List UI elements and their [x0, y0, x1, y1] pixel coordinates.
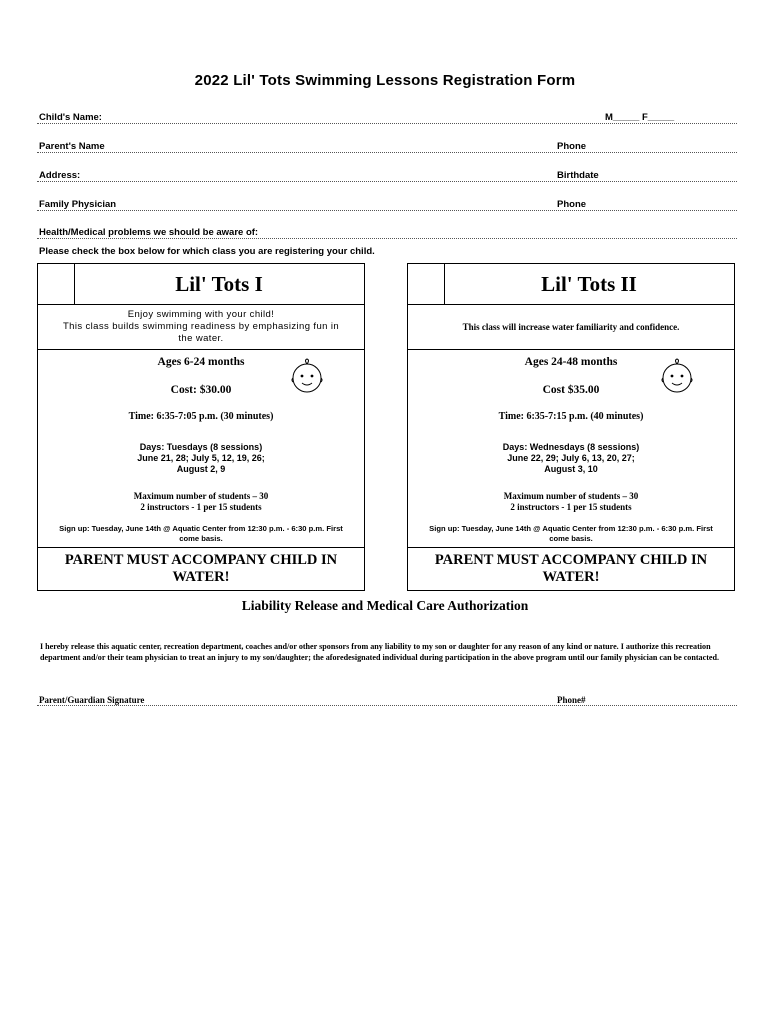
- description-line: Enjoy swimming with your child!: [127, 309, 275, 320]
- parent-notice-line: PARENT MUST ACCOMPANY CHILD IN: [64, 552, 338, 568]
- class-cost: Cost $35.00: [542, 384, 600, 396]
- days-line: August 2, 9: [176, 464, 226, 474]
- capacity-line: 2 instructors - 1 per 15 students: [510, 502, 632, 512]
- phone-label: Phone: [557, 141, 587, 152]
- description-line: the water.: [178, 333, 224, 344]
- class-capacity: [38, 491, 364, 513]
- signature-field[interactable]: [37, 693, 737, 706]
- signup-line: come basis.: [549, 534, 593, 543]
- class-days: [408, 442, 734, 475]
- class-instruction: Please check the box below for which class you are registering your child.: [39, 246, 375, 257]
- class-box-lil-tots-2: [407, 263, 735, 591]
- class-capacity: [408, 491, 734, 513]
- birthdate-label: Birthdate: [557, 170, 599, 181]
- class-description: [38, 305, 364, 350]
- capacity-line: 2 instructors - 1 per 15 students: [140, 502, 262, 512]
- physician-phone-label: Phone: [557, 199, 587, 210]
- liability-title: Liability Release and Medical Care Authorization: [241, 598, 529, 613]
- class-time: Time: 6:35-7:05 p.m. (30 minutes): [128, 411, 274, 422]
- description-line: This class builds swimming readiness by emphasizing fun in: [62, 321, 340, 332]
- signup-line: Sign up: Tuesday, June 14th @ Aquatic Center from 12:30 p.m. - 6:30 p.m. First: [59, 524, 343, 533]
- liability-text: I hereby release this aquatic center, recreation department, coaches and/or other sponsors from any liability to my son or daughter for any reason of any kind or nature. I authorize this recreation department and/or their team physician to treat an injury to my son/daughter; the aforedesignated individual during participation in the above program until our family physician can be contacted.: [40, 642, 720, 662]
- capacity-line: Maximum number of students – 30: [503, 491, 639, 501]
- class-box-lil-tots-1: [37, 263, 365, 591]
- gender-field-label: M_____ F_____: [605, 112, 675, 123]
- class-checkbox[interactable]: [408, 264, 445, 304]
- days-line: June 21, 28; July 5, 12, 19, 26;: [137, 453, 265, 463]
- parent-notice-line: WATER!: [542, 569, 600, 585]
- address-label: Address:: [39, 170, 81, 181]
- physician-field[interactable]: [37, 196, 737, 211]
- class-time: Time: 6:35-7:15 p.m. (40 minutes): [498, 411, 644, 422]
- parent-name-label: Parent's Name: [39, 141, 105, 152]
- parent-notice: [408, 547, 734, 590]
- signup-line: come basis.: [179, 534, 223, 543]
- days-line: Days: Wednesdays (8 sessions): [502, 442, 640, 452]
- parent-notice-line: WATER!: [172, 569, 230, 585]
- class-checkbox[interactable]: [38, 264, 75, 304]
- signature-label: Parent/Guardian Signature: [39, 695, 145, 705]
- days-line: June 22, 29; July 6, 13, 20, 27;: [507, 453, 635, 463]
- health-field[interactable]: [37, 224, 737, 239]
- parent-notice-line: PARENT MUST ACCOMPANY CHILD IN: [434, 552, 708, 568]
- signature-phone-label: Phone#: [557, 695, 586, 705]
- class-ages: Ages 24-48 months: [524, 356, 618, 368]
- description-line: This class will increase water familiarity and confidence.: [462, 322, 680, 332]
- capacity-line: Maximum number of students – 30: [133, 491, 269, 501]
- class-cost: Cost: $30.00: [170, 384, 232, 396]
- class-signup: [408, 524, 734, 546]
- health-label: Health/Medical problems we should be aware of:: [39, 227, 259, 238]
- form-title: 2022 Lil' Tots Swimming Lessons Registration Form: [194, 72, 576, 89]
- child-name-label: Child's Name:: [39, 112, 102, 123]
- class-days: [38, 442, 364, 475]
- days-line: August 3, 10: [544, 464, 598, 474]
- class-name: Lil' Tots I: [175, 272, 263, 296]
- child-name-field[interactable]: [37, 109, 737, 124]
- class-header: [38, 264, 364, 305]
- class-name: Lil' Tots II: [541, 272, 637, 296]
- parent-name-field[interactable]: [37, 138, 737, 153]
- class-ages: Ages 6-24 months: [157, 356, 245, 368]
- address-field[interactable]: [37, 167, 737, 182]
- days-line: Days: Tuesdays (8 sessions): [139, 442, 263, 452]
- signup-line: Sign up: Tuesday, June 14th @ Aquatic Center from 12:30 p.m. - 6:30 p.m. First: [429, 524, 713, 533]
- physician-label: Family Physician: [39, 199, 117, 210]
- class-signup: [38, 524, 364, 546]
- parent-notice: [38, 547, 364, 590]
- class-header: [408, 264, 734, 305]
- class-description: [408, 305, 734, 350]
